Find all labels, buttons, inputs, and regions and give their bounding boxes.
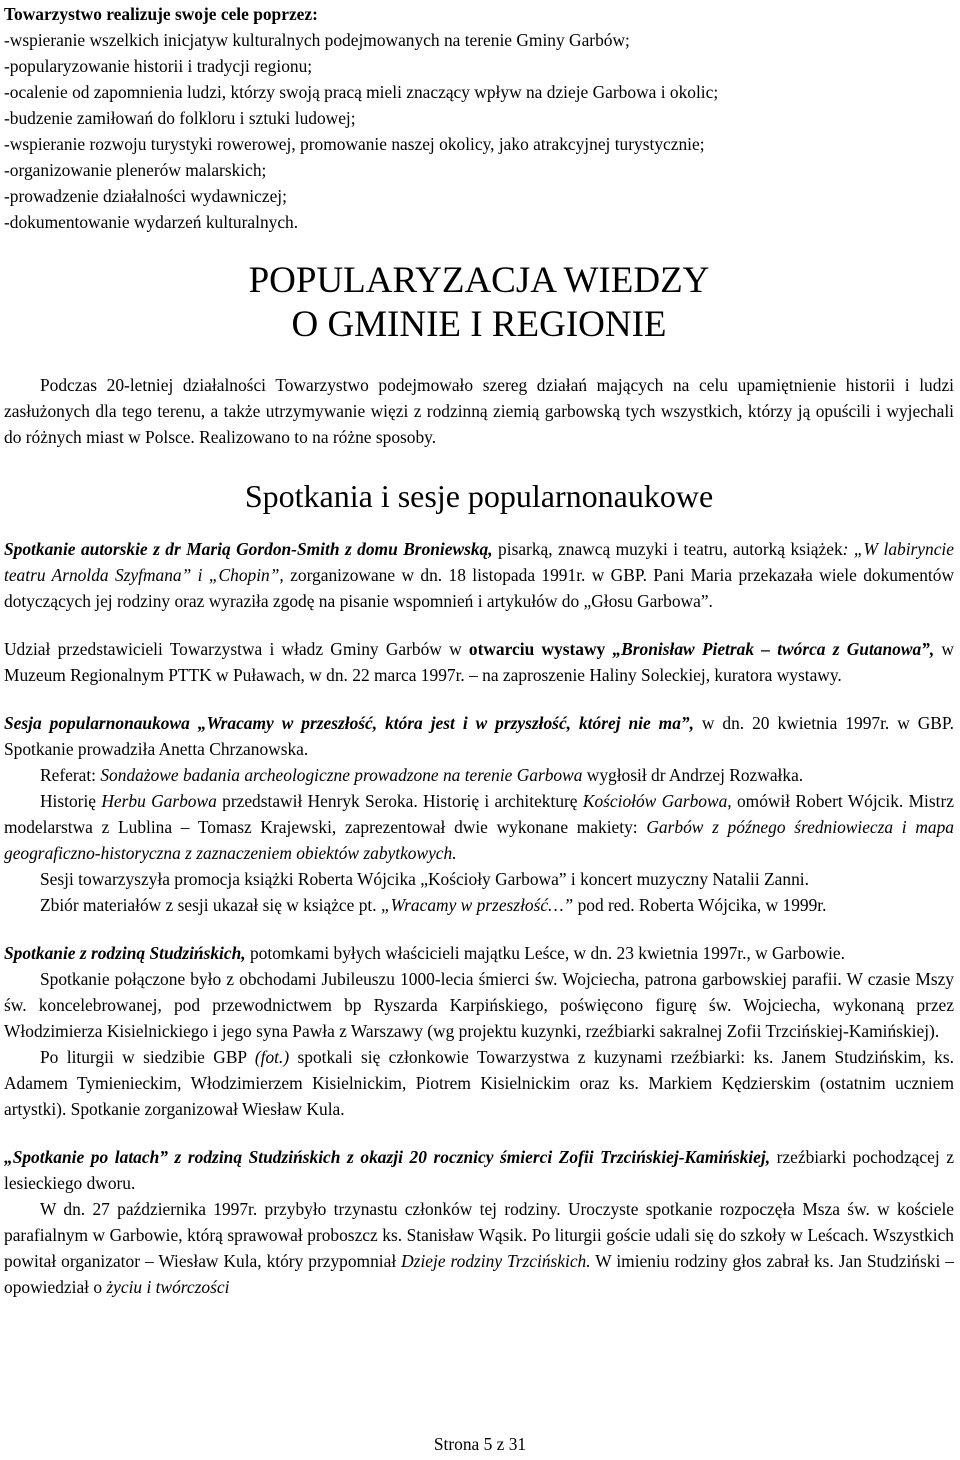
text-run: w Muzeum Regionalnym PTTK w Puławach, w dn. 22 marca 1997r. – na zaproszenie Haliny Soleckiej, kuratora wystawy. (4, 638, 954, 685)
text-run: w dn. 20 kwietnia 1997r. w GBP. Spotkanie prowadziła Anetta Chrzanowska. (4, 712, 954, 759)
paragraph-historie (4, 788, 954, 866)
popularyzacja-paragraph: Podczas 20-letniej działalności Towarzystwo podejmowało szereg działań mających na celu upamiętnienie historii i ludzi zasłużonych dla tego terenu, a także utrzymywanie więzi z rodzinną ziemią garbowską tych wszystkich, którzy ją opuścili i wyjechali do różnych miast w Polsce. Realizowano to na różne sposoby. (4, 374, 954, 447)
paragraph-studzinscy (4, 940, 954, 966)
text-run: W dn. 27 października 1997r. przybyło trzynastu członków tej rodziny. Uroczyste spotkanie rozpoczęła Msza św. w kościele parafialnym w Garbowie, którą sprawował proboszcz ks. Stanisław Wąsik. Po liturgii goście udali się do szkoły w Leścach. Wszystkich powitał organizator – Wiesław Kula, który przypomniał (4, 1198, 954, 1271)
page-number: Strona 5 z 31 (433, 1434, 527, 1454)
book-titles: : „W labiryncie teatru Arnolda Szyfmana” i „Chopin”, (4, 538, 954, 585)
text-run: pisarką, znawcą muzyki i teatru, autorką książek (492, 538, 843, 559)
exhibition-title: „Bronisław Pietrak – twórca z Gutanowa”, (605, 638, 935, 659)
italic-run: Garbów z późnego średniowiecza i mapa geograficzno-historyczna z zaznaczeniem obiektów zabytkowych. (4, 816, 954, 863)
section-title-line-2: O GMINIE I REGIONIE (291, 304, 667, 345)
paragraph-pazdziernik (4, 1196, 954, 1300)
event-title: Sesja popularnonaukowa „Wracamy w przeszłość, która jest i w przyszłość, której nie ma”, (4, 712, 694, 733)
text-run: pod red. Roberta Wójcika, w 1999r. (573, 894, 827, 915)
paragraph-wystawa (4, 636, 954, 688)
text-run: przedstawił Henryk Seroka. Historię i architekturę (216, 790, 583, 811)
text-run: wygłosił dr Andrzej Rozwałka. (582, 764, 804, 785)
text-run: Po liturgii w siedzibie GBP (40, 1046, 255, 1067)
paragraph-promocja: Sesji towarzyszyła promocja książki Roberta Wójcika „Kościoły Garbowa” i koncert muzyczny Natalii Zanni. (40, 868, 809, 889)
italic-run: Herbu Garbowa (101, 790, 217, 811)
paragraph-gordon-smith (4, 536, 954, 614)
intro-list-item: -prowadzenie działalności wydawniczej; (4, 186, 287, 206)
text-run: omówił Robert Wójcik. Mistrz modelarstwa z Lublina – Tomasz Krajewski, zaprezentował dwie wykonane makiety: (4, 790, 954, 837)
text-run: Zbiór materiałów z sesji ukazał się w książce pt. (40, 894, 381, 915)
paragraph-sesja (4, 710, 954, 762)
section-title-spotkania: Spotkania i sesje popularnonaukowe (244, 477, 714, 514)
paragraph-liturgia (4, 1044, 954, 1122)
text-run: Udział przedstawicieli Towarzystwa i władz Gminy Garbów w (4, 638, 469, 659)
text-run: W imieniu rodziny głos zabrał ks. Jan Studziński – opowiedział o (4, 1250, 954, 1297)
intro-list-item: -dokumentowanie wydarzeń kulturalnych. (4, 212, 299, 232)
document-page (4, 0, 954, 1300)
event-title: „Spotkanie po latach” z rodziną Studzińskich z okazji 20 rocznicy śmierci Zofii Trzcińskiej-Kamińskiej, (4, 1146, 771, 1167)
text-run: spotkali się członkowie Towarzystwa z kuzynami rzeźbiarki: ks. Janem Studzińskim, ks. Adamem Tymienieckim, Włodzimierzem Kisielnickim, Piotrem Kisielnickim oraz ks. Markiem Kędzierskim (ostatnim uczniem artystki). Spotkanie zorganizował Wiesław Kula. (4, 1046, 954, 1119)
text-run: potomkami byłych właścicieli majątku Leśce, w dn. 23 kwietnia 1997r., w Garbowie. (245, 942, 845, 963)
intro-list-item: -organizowanie plenerów malarskich; (4, 160, 267, 180)
intro-heading: Towarzystwo realizuje swoje cele poprzez: (4, 4, 318, 24)
paragraph-jubileusz: Spotkanie połączone było z obchodami Jubileuszu 1000-lecia śmierci św. Wojciecha, patrona garbowskiej parafii. W czasie Mszy św. koncelebrowanej, pod przewodnictwem bp Ryszarda Karpińskiego, poświęcono figurę św. Wojciecha, wykonaną przez Włodzimierza Kisielnickiego i jego syna Pawła z Warszawy (wg projektu kuzynki, rzeźbiarki sakralnej Zofii Trzcińskiej-Kamińskiej). (4, 968, 954, 1041)
text-run: rzeźbiarki pochodzącej z lesieckiego dworu. (4, 1146, 954, 1193)
event-title: Spotkanie autorskie z dr Marią Gordon-Smith z domu Broniewską, (4, 538, 493, 559)
paragraph-po-latach (4, 1144, 954, 1196)
referat-title: Sondażowe badania archeologiczne prowadzone na terenie Garbowa (100, 764, 583, 785)
italic-run: życiu i twórczości (106, 1276, 230, 1297)
intro-list-item: -budzenie zamiłowań do folkloru i sztuki ludowej; (4, 108, 356, 128)
event-title: Spotkanie z rodziną Studzińskich, (4, 942, 246, 963)
intro-section (4, 1, 954, 235)
book-title: „Wracamy w przeszłość…” (380, 894, 574, 915)
italic-run: (fot.) (254, 1046, 290, 1067)
text-run: Historię (40, 790, 102, 811)
text-run: zorganizowane w dn. 18 listopada 1991r. w GBP. Pani Maria przekazała wiele dokumentów dotyczących jej rodziny oraz wyraziła zgodę na pisanie wspomnień i artykułów do „Głosu Garbowa”. (4, 564, 955, 611)
intro-list-item: -wspieranie rozwoju turystyki rowerowej, promowanie naszej okolicy, jako atrakcyjnej turystycznie; (4, 134, 705, 154)
intro-list-item: -ocalenie od zapomnienia ludzi, którzy swoją pracą mieli znaczący wpływ na dzieje Garbowa i okolic; (4, 82, 719, 102)
intro-list-item: -wspieranie wszelkich inicjatyw kulturalnych podejmowanych na terenie Gminy Garbów; (4, 30, 630, 50)
italic-run: Dzieje rodziny Trzcińskich. (401, 1250, 591, 1271)
section-title-line-1: POPULARYZACJA WIEDZY (248, 260, 710, 301)
paragraph-zbior (4, 892, 954, 918)
intro-list-item: -popularyzowanie historii i tradycji regionu; (4, 56, 313, 76)
italic-run: Kościołów Garbowa, (582, 790, 732, 811)
text-run: Referat: (40, 764, 101, 785)
paragraph-referat (4, 762, 954, 788)
section-title-popularyzacja (4, 259, 954, 347)
event-title: otwarciu wystawy (468, 638, 606, 659)
